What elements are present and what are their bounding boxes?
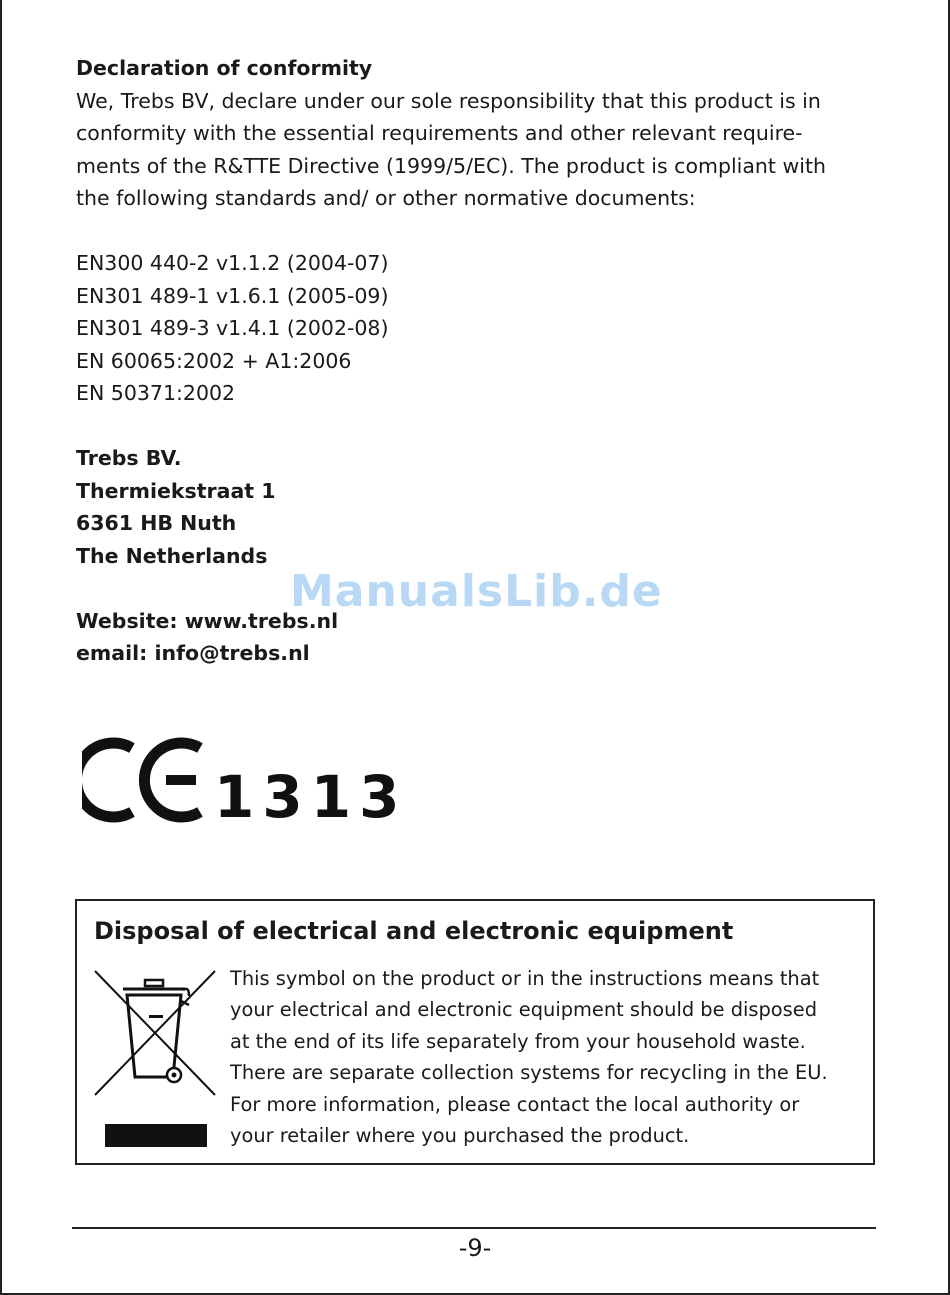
standards-list	[76, 247, 896, 410]
website-text: Website: www.trebs.nl	[76, 608, 339, 633]
standard-item: EN300 440-2 v1.1.2 (2004-07)	[76, 251, 389, 275]
footer-divider	[72, 1227, 876, 1229]
weee-crossed-bin-icon	[93, 969, 217, 1151]
declaration-line: ments of the R&TTE Directive (1999/5/EC). The product is compliant with	[76, 153, 826, 178]
standard-item: EN301 489-1 v1.6.1 (2005-09)	[76, 283, 389, 308]
watermark: ManualsLib.de	[290, 566, 663, 617]
disposal-box	[75, 899, 875, 1165]
company-postal-city: 6361 HB Nuth	[76, 511, 237, 535]
disposal-line: For more information, please contact the local authority or	[230, 1092, 800, 1116]
disposal-line: at the end of its life separately from your household waste.	[230, 1029, 806, 1053]
disposal-line: your retailer where you purchased the product.	[230, 1124, 690, 1148]
declaration-line: the following standards and/ or other normative documents:	[76, 186, 696, 210]
standard-item: EN301 489-3 v1.4.1 (2002-08)	[76, 316, 389, 340]
company-address	[76, 442, 896, 572]
declaration-heading: Declaration of conformity	[76, 56, 373, 80]
ce-mark-icon	[82, 735, 212, 825]
declaration-line: We, Trebs BV, declare under our sole responsibility that this product is in	[76, 88, 821, 113]
company-name: Trebs BV.	[76, 446, 182, 470]
page-border-left	[0, 0, 2, 1295]
company-street: Thermiekstraat 1	[76, 478, 276, 503]
disposal-line: This symbol on the product or in the instructions means that	[230, 967, 820, 990]
disposal-text	[230, 963, 875, 1151]
email-text: email: info@trebs.nl	[76, 641, 310, 665]
disposal-line: your electrical and electronic equipment should be disposed	[230, 998, 818, 1022]
standard-item: EN 60065:2002 + A1:2006	[76, 348, 352, 373]
declaration-line: conformity with the essential requirements and other relevant require-	[76, 121, 803, 145]
company-country: The Netherlands	[76, 543, 268, 568]
standard-item: EN 50371:2002	[76, 381, 236, 405]
page-number: -9-	[458, 1234, 492, 1262]
disposal-title: Disposal of electrical and electronic equipment	[94, 917, 734, 945]
ce-notified-body-number: 1313	[214, 763, 408, 831]
disposal-line: There are separate collection systems for recycling in the EU.	[230, 1061, 828, 1085]
